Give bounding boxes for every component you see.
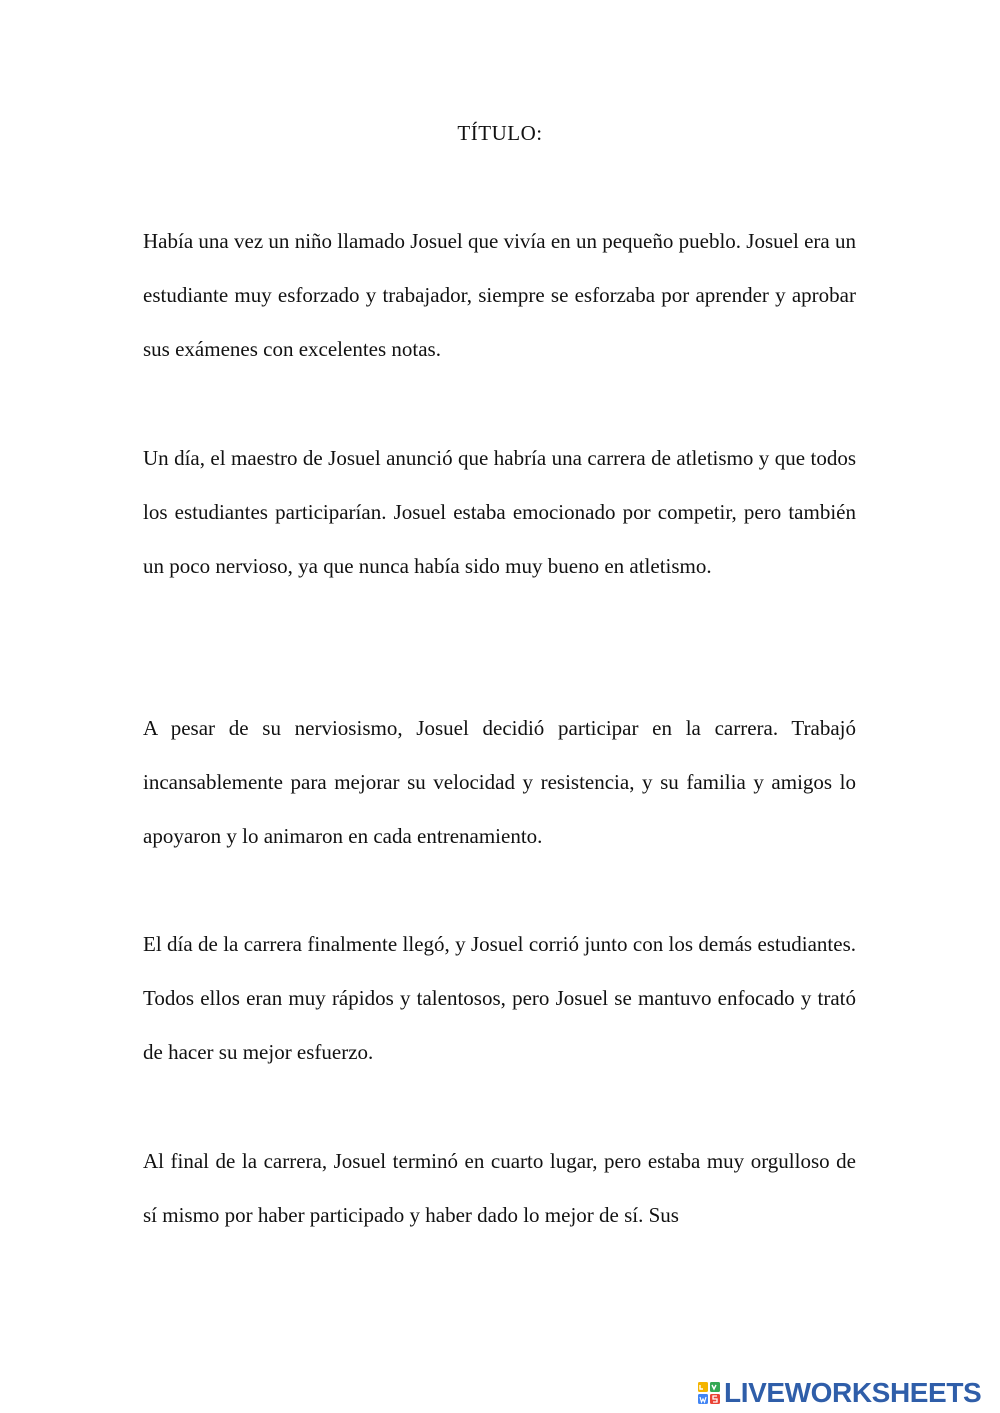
paragraph-4: El día de la carrera finalmente llegó, y Josuel corrió junto con los demás estudiantes. Todos ellos eran muy rápidos y talentosos, pero Josuel se mantuvo enfocado y trató de hacer su mejor esfuerzo. — [143, 932, 856, 1064]
paragraph-1: Había una vez un niño llamado Josuel que vivía en un pequeño pueblo. Josuel era un estudiante muy esforzado y trabajador, siempre se esforzaba por aprender y aprobar sus exámenes con excelentes notas. — [143, 229, 856, 361]
document-title: TÍTULO: — [457, 121, 543, 145]
liveworksheets-brand-text: LIVEWORKSHEETS — [724, 1377, 982, 1408]
liveworksheets-watermark[interactable] — [697, 1376, 981, 1410]
paragraph-5: Al final de la carrera, Josuel terminó en cuarto lugar, pero estaba muy orgulloso de sí mismo por haber participado y haber dado lo mejor de sí. Sus — [143, 1149, 856, 1227]
paragraph-2: Un día, el maestro de Josuel anunció que habría una carrera de atletismo y que todos los estudiantes participarían. Josuel estaba emocionado por competir, pero también un poco nervioso, ya que nunca había sido muy bueno en atletismo. — [143, 446, 856, 578]
liveworksheets-logo-icon — [697, 1380, 721, 1406]
paragraph-3: A pesar de su nerviosismo, Josuel decidió participar en la carrera. Trabajó incansablemente para mejorar su velocidad y resistencia, y su familia y amigos lo apoyaron y lo animaron en cada entrenamiento. — [143, 716, 856, 848]
